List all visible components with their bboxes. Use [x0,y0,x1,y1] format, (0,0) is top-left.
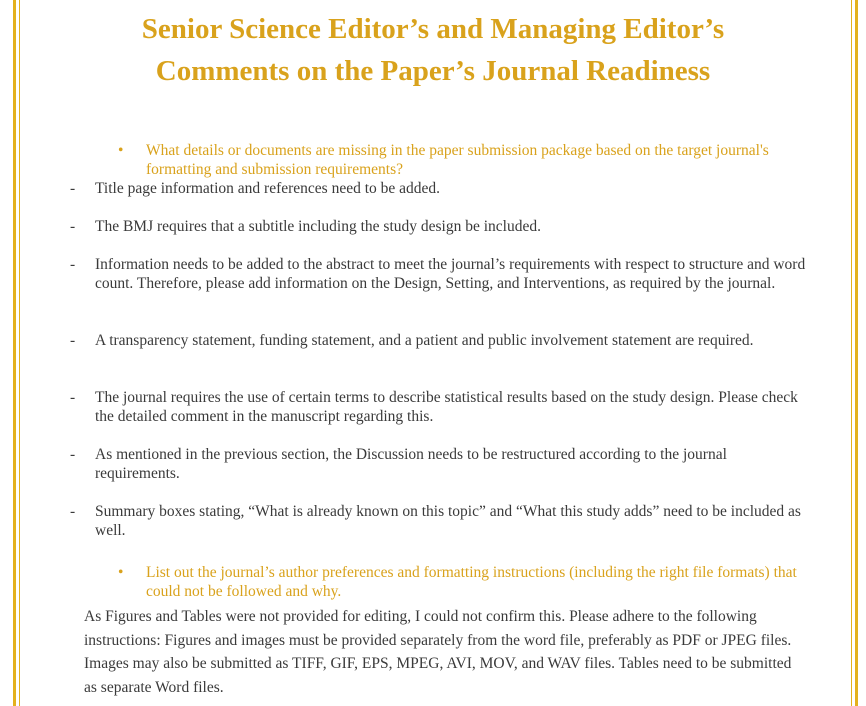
list-item [70,445,810,483]
page-title [40,8,826,92]
page-border-right-inner [851,0,852,706]
question-text: List out the journal’s author preferences and formatting instructions (including the right file formats) that could not be followed and why. [146,564,797,600]
page-border-left-inner [19,0,20,706]
question-bullet-1 [118,141,798,179]
list-item [70,179,810,198]
closing-paragraph: As Figures and Tables were not provided for editing, I could not confirm this. Please adhere to the following instructions: Figures and images must be provided separately from the word file, preferably as PDF or JPEG files. Images may also be submitted as TIFF, GIF, EPS, MPEG, AVI, MOV, and WAV files. Tables need to be submitted as separate Word files. [84,608,792,696]
page-border-left-outer [13,0,16,706]
bullet-marker: • [118,564,124,581]
dash-marker: - [70,180,76,197]
list-item [70,217,810,236]
list-item-text: Information needs to be added to the abstract to meet the journal’s requirements with respect to structure and word count. Therefore, please add information on the Design, Setting, and Interventions, as required by the journal. [95,256,806,292]
list-item [70,331,810,350]
list-item-text: The journal requires the use of certain terms to describe statistical results based on the study design. Please check the detailed comment in the manuscript regarding this. [95,389,798,425]
question-text: What details or documents are missing in the paper submission package based on the target journal's formatting and submission requirements? [146,142,769,178]
page-title-line-1: Senior Science Editor’s and Managing Editor’s [141,13,725,45]
list-item-text: The BMJ requires that a subtitle including the study design be included. [95,218,541,235]
dash-marker: - [70,389,76,406]
dash-marker: - [70,256,76,273]
question-bullet-2 [118,563,798,601]
list-item-text: A transparency statement, funding statement, and a patient and public involvement statement are required. [95,332,754,349]
dash-marker: - [70,332,76,349]
dash-marker: - [70,503,76,520]
dash-marker: - [70,218,76,235]
list-item [70,255,810,293]
list-item [70,502,810,540]
dash-marker: - [70,446,76,463]
page-title-line-2: Comments on the Paper’s Journal Readiness [155,55,711,87]
bullet-marker: • [118,142,124,159]
page-border-right-outer [855,0,858,706]
list-item-text: Summary boxes stating, “What is already known on this topic” and “What this study adds” need to be included as well. [95,503,801,539]
list-item-text: As mentioned in the previous section, the Discussion needs to be restructured according to the journal requirements. [95,446,727,482]
list-item-text: Title page information and references need to be added. [95,180,441,197]
list-item [70,388,810,426]
